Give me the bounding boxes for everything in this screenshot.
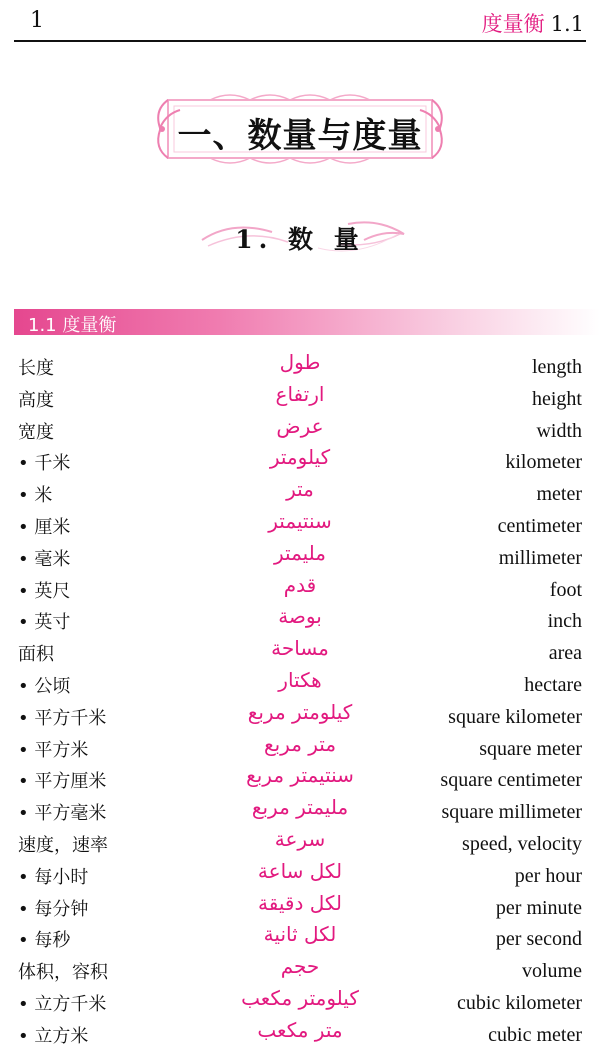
vocabulary-row (0, 382, 600, 414)
vocabulary-row (0, 604, 600, 636)
chinese-term: • 每小时 (18, 866, 89, 888)
english-term: kilometer (505, 451, 582, 474)
vocabulary-row (0, 477, 600, 509)
chinese-term: • 毫米 (18, 548, 71, 570)
vocabulary-row (0, 668, 600, 700)
chinese-term: 高度 (18, 389, 54, 411)
english-term: square millimeter (441, 801, 582, 824)
arabic-term: متر مربع (263, 731, 337, 756)
chinese-term: • 公顷 (18, 675, 71, 697)
vocabulary-row (0, 732, 600, 764)
vocabulary-row (0, 891, 600, 923)
vocabulary-row (0, 859, 600, 891)
vocabulary-row (0, 509, 600, 541)
chinese-term: • 平方毫米 (18, 803, 107, 825)
vocabulary-row (0, 827, 600, 859)
section-title: 1. 数 量 (235, 225, 365, 254)
chinese-term: • 平方米 (18, 739, 89, 761)
running-section-number: 1.1 (550, 12, 584, 36)
english-term: meter (536, 483, 582, 506)
chinese-term: 宽度 (18, 421, 54, 443)
arabic-term: حجم (280, 954, 320, 979)
vocabulary-row (0, 1018, 600, 1050)
vocabulary-row (0, 636, 600, 668)
english-term: square meter (479, 737, 582, 760)
chinese-term: • 英尺 (18, 580, 71, 602)
arabic-term: سنتيمتر (268, 508, 332, 533)
english-term: per minute (495, 896, 582, 919)
english-term: height (532, 387, 582, 410)
arabic-term: متر مكعب (257, 1017, 343, 1042)
vocabulary-row (0, 350, 600, 382)
chinese-term: • 每秒 (18, 930, 71, 952)
vocabulary-row (0, 445, 600, 477)
subsection-bar (14, 309, 600, 335)
english-term: cubic meter (488, 1023, 582, 1046)
chinese-term: • 平方千米 (18, 707, 107, 729)
vocabulary-row (0, 986, 600, 1018)
english-term: foot (549, 578, 582, 601)
arabic-term: مليمتر (273, 540, 327, 565)
page-number: 1 (30, 8, 44, 33)
arabic-term: بوصة (278, 604, 322, 629)
arabic-term: لكل ثانية (263, 922, 337, 947)
chinese-term: • 英寸 (18, 612, 71, 634)
chinese-term: • 厘米 (18, 516, 71, 538)
vocabulary-row (0, 954, 600, 986)
english-term: width (536, 419, 582, 442)
english-term: volume (522, 960, 582, 983)
arabic-term: عرض (276, 413, 324, 438)
chinese-term: • 米 (18, 485, 53, 507)
chinese-term: 面积 (18, 644, 54, 666)
english-term: millimeter (498, 546, 582, 569)
chinese-term: • 平方厘米 (18, 771, 107, 793)
vocabulary-list (0, 350, 600, 1050)
english-term: per second (495, 928, 582, 951)
english-term: hectare (524, 673, 582, 696)
vocabulary-row (0, 795, 600, 827)
arabic-term: لكل ساعة (257, 858, 343, 883)
vocabulary-row (0, 763, 600, 795)
vocabulary-row (0, 700, 600, 732)
arabic-term: سنتيمتر مربع (246, 763, 354, 788)
english-term: centimeter (497, 514, 582, 537)
chinese-term: 体积，容积 (18, 962, 108, 984)
english-term: square centimeter (440, 769, 582, 792)
subsection-title: 1.1 度量衡 (28, 315, 117, 336)
chinese-term: 长度 (18, 358, 54, 379)
arabic-term: ارتفاع (275, 381, 325, 406)
vocabulary-row (0, 922, 600, 954)
arabic-term: هكتار (278, 667, 322, 692)
english-term: speed, velocity (462, 832, 582, 855)
arabic-term: لكل دقيقة (258, 890, 342, 915)
english-term: area (548, 642, 582, 665)
english-term: square kilometer (448, 705, 582, 728)
arabic-term: مساحة (271, 636, 329, 661)
arabic-term: سرعة (274, 826, 326, 851)
arabic-term: قدم (283, 572, 317, 597)
running-header (482, 8, 584, 38)
chinese-term: • 每分钟 (18, 898, 89, 920)
arabic-term: مليمتر مربع (251, 795, 349, 820)
chinese-term: • 立方米 (18, 1025, 89, 1047)
vocabulary-row (0, 414, 600, 446)
arabic-term: كيلومتر مكعب (241, 985, 359, 1010)
arabic-term: كيلومتر مربع (247, 699, 353, 724)
header-rule (14, 40, 586, 42)
chinese-term: • 千米 (18, 453, 71, 475)
vocabulary-row (0, 541, 600, 573)
vocabulary-row (0, 573, 600, 605)
english-term: cubic kilometer (457, 991, 582, 1014)
english-term: per hour (514, 864, 582, 887)
english-term: inch (547, 610, 582, 633)
chapter-title: 一、数量与度量 (177, 116, 423, 156)
english-term: length (532, 356, 582, 378)
running-title: 度量衡 (481, 12, 545, 36)
arabic-term: متر (286, 477, 314, 502)
chinese-term: • 立方千米 (18, 993, 107, 1015)
arabic-term: كيلومتر (269, 445, 331, 470)
chinese-term: 速度，速率 (18, 834, 108, 856)
arabic-term: طول (279, 350, 321, 374)
